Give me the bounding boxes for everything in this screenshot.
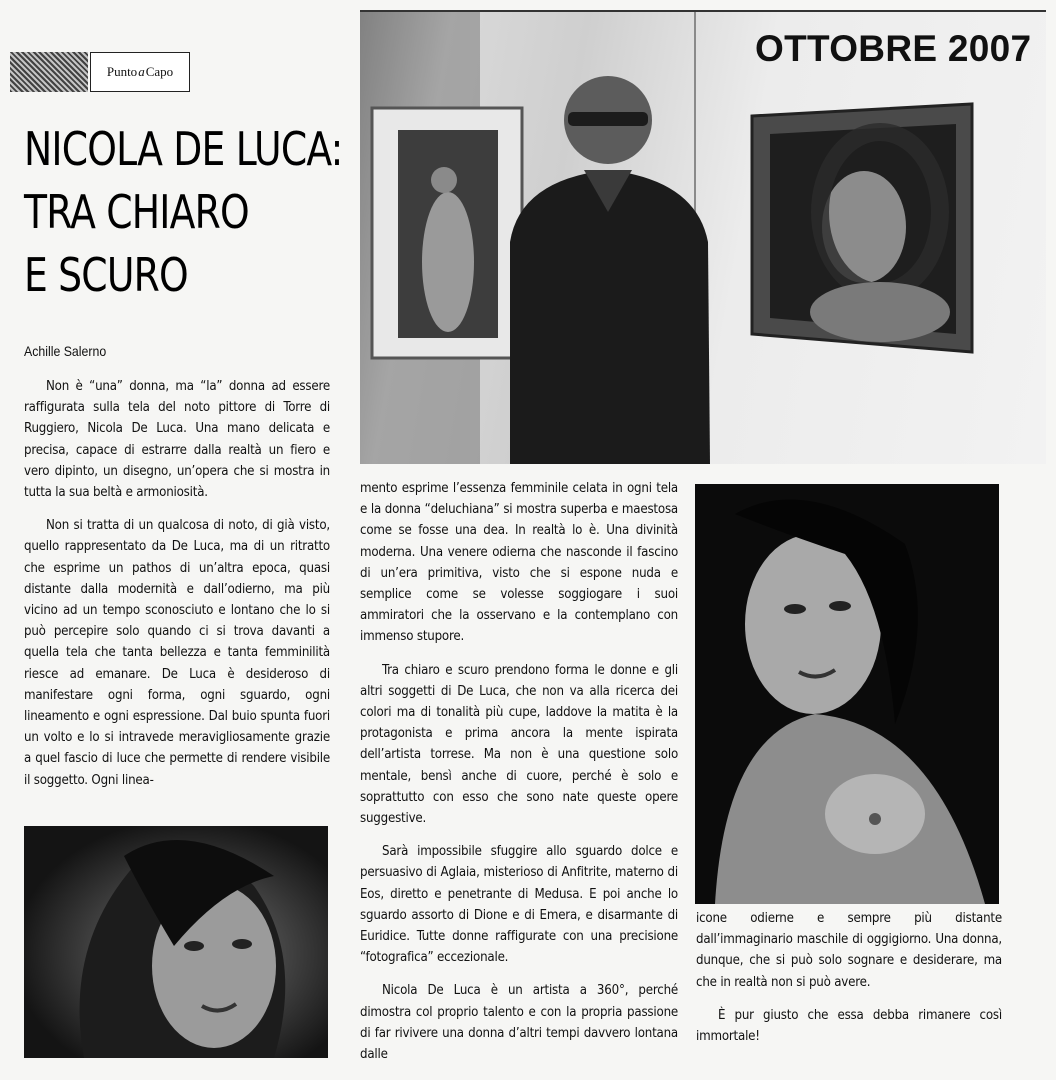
logo-swirl-icon: a [138,64,145,79]
paragraph: Non si tratta di un qualcosa di noto, di già visto, quello rappresentato da De Luca, ma di un ritratto che esprime un pathos di un’altra epoca, quasi distante dalla modernità e dall’odierno, ma più vicino ad un tempo sconosciuto e lontano che lo si può percepire solo quando ci si trova davanti a quella tela che tanta bellezza e tanta femminilità riesce ad emanare. De Luca è desideroso di manifestare ogni forma, ogni sguardo, ogni lineamento e ogni espressione. Dal buio spunta fuori un volto e lo si intravede meravigliosamente grazie a quel fascio di luce che permette di rendere visibile il soggetto. Ogni linea- [24,518,330,788]
issue-date: OTTOBRE 2007 [755,28,1032,69]
headline-line-3: E SCURO [24,248,188,302]
paragraph: mento esprime l’essenza femminile celata in ogni tela e la donna “deluchiana” si mostra superba e maestosa come se fosse una dea. In realtà lo è. Una divinità moderna. Una venere odierna che nasconde il fascino di un’era primitiva, visto che si espone nuda e semplice come se volesse soggiogare i suoi ammiratori che la osservano e la contemplano con immenso stupore. [360,481,678,645]
paragraph: È pur giusto che essa debba rimanere così immortale! [696,1007,1002,1045]
logo-text-right: Capo [145,64,174,79]
paragraph: icone odierne e sempre più distante dall’immaginario maschile di oggigiorno. Una donna, dunque, che si può solo sognare e desiderare, ma che in realtà non si può avere. [696,911,1002,990]
paragraph: Non è “una” donna, ma “la” donna ad essere raffigurata sulla tela del noto pittore di Torre di Ruggiero, Nicola De Luca. Una mano delicata e precisa, capace di estrarre dalla realtà un fiero e vero dipinto, un disegno, un’opera che si mostra in tutta la sua beltà e armoniosità. [24,379,330,501]
article-column-3 [696,908,1002,1059]
article-column-2 [360,478,678,1077]
figure-illustration [695,484,999,904]
portrait-illustration [24,826,328,1058]
paragraph: Sarà impossibile sfuggire allo sguardo dolce e persuasivo di Aglaia, misterioso di Anfitrite, materno di Eos, diretto e penetrante di Medusa. E poi anche lo sguardo assorto di Dione e di Emera, e disarmante di Euridice. Tutte donne raffigurate con una precisione “fotografica” eccezionale. [360,844,678,966]
article-column-1 [24,376,330,803]
woman-portrait-painting [24,826,328,1058]
paragraph: Tra chiaro e scuro prendono forma le donne e gli altri soggetti di De Luca, che non va alla ricerca dei colori ma di tonalità più cupe, laddove la matita è la protagonista e prima ancora la mente ispirata dell’artista torrese. Ma non è una questione solo mentale, bensì anche di cuore, perché è solo e soprattutto con esso che sono nate queste opere suggestive. [360,662,678,827]
logo-text-left: Punto [106,64,138,79]
artist-gallery-illustration [360,12,1046,464]
publication-logo [90,52,190,92]
author-byline: Achille Salerno [24,343,107,359]
headline-line-1: NICOLA DE LUCA: [24,122,343,176]
artist-gallery-photo [360,10,1046,464]
paragraph: Nicola De Luca è un artista a 360°, perché dimostra col proprio talento e con la propria passione di far rivivere una donna d’altri tempi davvero lontana dalle [360,983,678,1063]
woman-figure-painting [695,484,999,904]
headline-line-2: TRA CHIARO [24,185,249,239]
masthead-hatch-decoration [10,52,88,92]
article-headline [24,118,343,307]
